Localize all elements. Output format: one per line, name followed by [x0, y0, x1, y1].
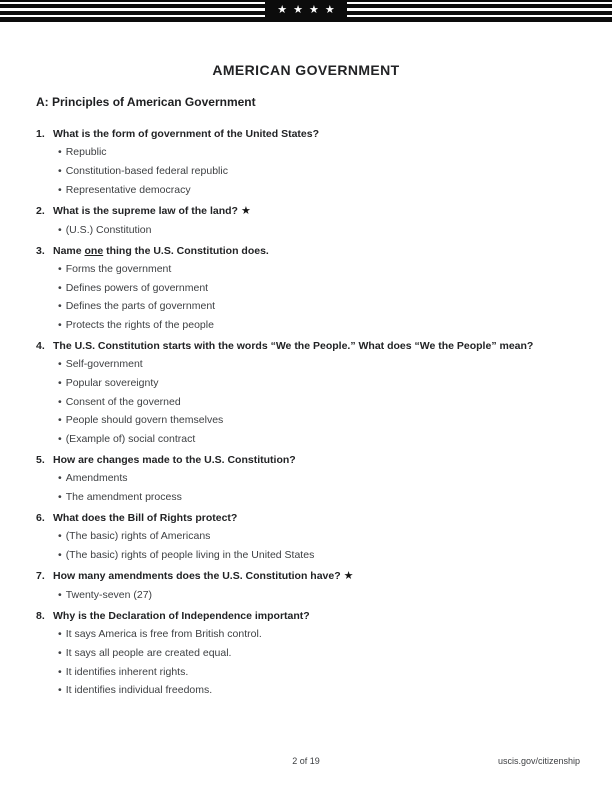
- website-link: uscis.gov/citizenship: [497, 756, 580, 766]
- question-number: 4.: [36, 340, 45, 353]
- page-content: [0, 62, 612, 698]
- bullet-icon: •: [58, 530, 62, 543]
- question-text: [53, 569, 576, 584]
- answer-list: [36, 145, 576, 197]
- answer-text: Constitution-based federal republic: [65, 164, 228, 177]
- question-text-part: What is the form of government of the United States?: [53, 128, 320, 140]
- bullet-icon: •: [58, 318, 62, 331]
- bullet-icon: •: [58, 223, 62, 236]
- question-number: 7.: [36, 570, 45, 583]
- star-icon: ★: [277, 4, 288, 16]
- answer-item: [58, 471, 576, 485]
- answer-text: Protects the rights of the people: [65, 318, 214, 331]
- bullet-icon: •: [58, 358, 62, 371]
- question-number: 2.: [36, 204, 45, 217]
- stars-banner-icon: [265, 0, 347, 22]
- question-number: 1.: [36, 128, 45, 140]
- bullet-icon: •: [58, 164, 62, 177]
- question-text: [53, 609, 576, 623]
- answer-item: [58, 262, 576, 276]
- page-number: 2 of 19: [292, 756, 320, 766]
- bullet-icon: •: [58, 588, 62, 601]
- answer-item: [58, 646, 576, 660]
- question-item: [36, 609, 576, 697]
- page-title: AMERICAN GOVERNMENT: [212, 62, 400, 78]
- bullet-icon: •: [58, 628, 62, 641]
- bullet-icon: •: [58, 281, 62, 294]
- question-text: [53, 511, 576, 525]
- bullet-icon: •: [58, 490, 62, 503]
- decorative-stripe-band: [0, 0, 612, 22]
- question-line: [36, 609, 576, 623]
- question-number: 5.: [36, 454, 45, 467]
- answer-text: Consent of the governed: [65, 395, 181, 408]
- question-line: [36, 339, 576, 353]
- answer-text: Defines powers of government: [65, 281, 209, 294]
- star-icon: ★: [309, 4, 319, 16]
- question-text-part: The U.S. Constitution starts with the words “We the People.” What does “We the People” mean?: [53, 340, 534, 353]
- answer-list: [36, 262, 576, 332]
- answer-text: Republic: [65, 146, 107, 159]
- answer-list: [36, 223, 576, 237]
- question-list: [36, 127, 576, 698]
- answer-item: [58, 432, 576, 446]
- question-item: [36, 569, 576, 602]
- question-text: [53, 127, 576, 141]
- answer-item: [58, 299, 576, 313]
- answer-item: [58, 588, 576, 602]
- answer-item: [58, 376, 576, 390]
- answer-text: It identifies inherent rights.: [65, 665, 189, 678]
- answer-text: It identifies individual freedoms.: [65, 684, 213, 697]
- bullet-icon: •: [58, 146, 62, 159]
- answer-list: [36, 529, 576, 562]
- answer-item: [58, 665, 576, 679]
- answer-item: [58, 164, 576, 178]
- stripe-pattern-left: [0, 0, 265, 22]
- question-item: [36, 453, 576, 504]
- answer-text: Amendments: [65, 472, 128, 485]
- answer-list: [36, 588, 576, 602]
- question-item: [36, 244, 576, 332]
- question-text-part: What is the supreme law of the land?: [53, 204, 238, 217]
- answer-text: People should govern themselves: [65, 414, 224, 427]
- answer-text: Representative democracy: [65, 183, 191, 196]
- answer-list: [36, 357, 576, 446]
- answer-text: (The basic) rights of Americans: [65, 530, 211, 543]
- bullet-icon: •: [58, 472, 62, 485]
- question-item: [36, 204, 576, 237]
- answer-text: Forms the government: [65, 262, 172, 275]
- question-text: [53, 339, 576, 353]
- question-line: [36, 511, 576, 525]
- question-number: 8.: [36, 610, 45, 623]
- bullet-icon: •: [58, 300, 62, 313]
- answer-item: [58, 357, 576, 371]
- question-line: [36, 204, 576, 219]
- bullet-icon: •: [58, 395, 62, 408]
- bullet-icon: •: [58, 646, 62, 659]
- page-footer: [0, 756, 612, 770]
- bullet-icon: •: [58, 414, 62, 427]
- question-number: 3.: [36, 244, 45, 257]
- required-star-icon: ★: [343, 570, 354, 583]
- answer-list: [36, 627, 576, 697]
- bullet-icon: •: [58, 432, 62, 445]
- answer-item: [58, 318, 576, 332]
- question-text: [53, 453, 576, 467]
- question-text-part: How are changes made to the U.S. Constitution?: [53, 454, 296, 467]
- bullet-icon: •: [58, 376, 62, 389]
- question-line: [36, 569, 576, 584]
- answer-item: [58, 395, 576, 409]
- question-item: [36, 511, 576, 562]
- section-heading: A: Principles of American Government: [36, 95, 256, 109]
- answer-text: (Example of) social contract: [65, 432, 196, 445]
- question-text-part: What does the Bill of Rights protect?: [53, 512, 238, 525]
- star-icon: ★: [293, 4, 303, 16]
- bullet-icon: •: [58, 262, 62, 275]
- stripe-pattern-right: [347, 0, 612, 22]
- question-text-part: Why is the Declaration of Independence important?: [53, 610, 310, 623]
- star-icon: ★: [324, 4, 335, 16]
- answer-text: Twenty-seven (27): [65, 588, 153, 601]
- question-line: [36, 127, 576, 141]
- answer-item: [58, 683, 576, 697]
- answer-item: [58, 183, 576, 197]
- answer-text: Defines the parts of government: [65, 300, 216, 313]
- bullet-icon: •: [58, 548, 62, 561]
- answer-item: [58, 490, 576, 504]
- question-text-part: one: [84, 244, 104, 257]
- question-line: [36, 453, 576, 467]
- answer-item: [58, 413, 576, 427]
- answer-item: [58, 529, 576, 543]
- answer-item: [58, 548, 576, 562]
- question-number: 6.: [36, 512, 45, 525]
- answer-text: It says all people are created equal.: [65, 646, 232, 659]
- question-text-part: How many amendments does the U.S. Constitution have?: [53, 570, 341, 583]
- question-text-part: Name: [53, 244, 85, 257]
- answer-text: Self-government: [65, 358, 143, 371]
- answer-list: [36, 471, 576, 504]
- answer-item: [58, 281, 576, 295]
- bullet-icon: •: [58, 665, 62, 678]
- answer-text: The amendment process: [65, 490, 182, 503]
- question-text: [53, 204, 576, 219]
- answer-text: Popular sovereignty: [65, 376, 159, 389]
- question-text-part: thing the U.S. Constitution does.: [103, 244, 269, 257]
- bullet-icon: •: [58, 183, 62, 196]
- question-line: [36, 244, 576, 258]
- required-star-icon: ★: [240, 204, 251, 217]
- answer-item: [58, 223, 576, 237]
- bullet-icon: •: [58, 684, 62, 697]
- question-text: [53, 244, 576, 258]
- answer-text: It says America is free from British control.: [65, 628, 262, 641]
- question-item: [36, 127, 576, 197]
- answer-text: (U.S.) Constitution: [65, 223, 152, 236]
- answer-item: [58, 145, 576, 159]
- answer-item: [58, 627, 576, 641]
- answer-text: (The basic) rights of people living in the United States: [65, 548, 315, 561]
- question-item: [36, 339, 576, 446]
